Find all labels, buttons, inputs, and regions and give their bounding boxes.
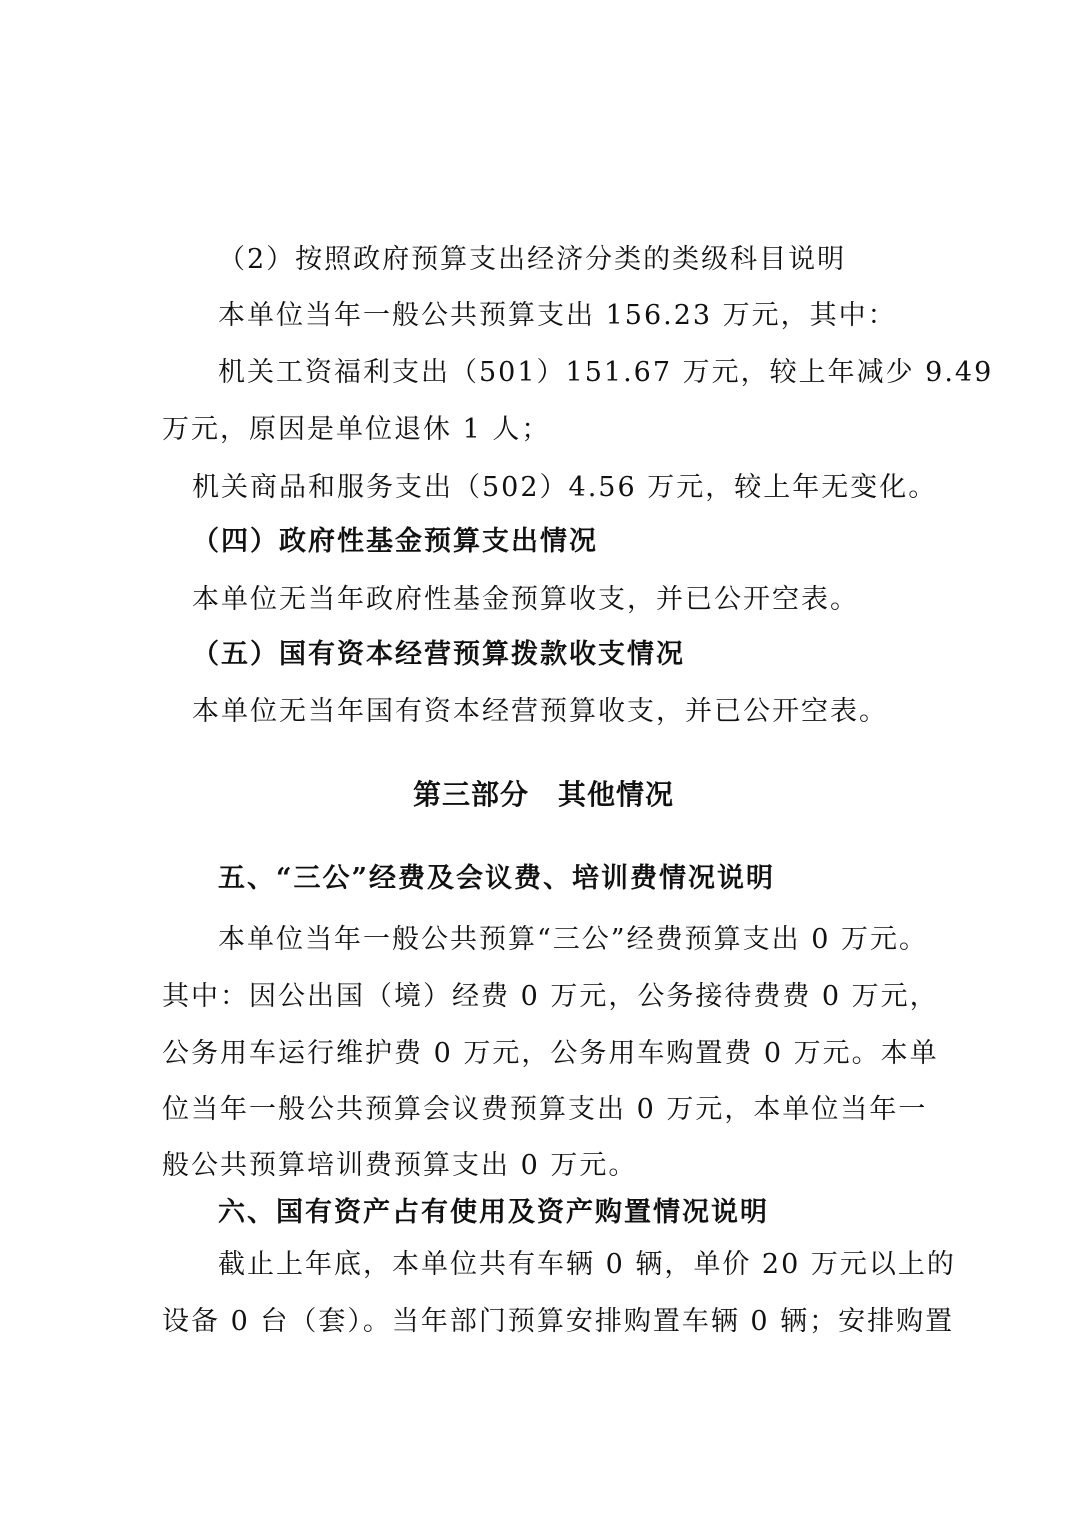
subsection-line: （2）按照政府预算支出经济分类的类级科目说明 (218, 244, 847, 275)
paragraph-line: 截止上年底，本单位共有车辆 0 辆，单价 20 万元以上的 (218, 1249, 956, 1280)
section-heading-four: （四）政府性基金预算支出情况 (192, 526, 598, 557)
section-heading-sangong: 五、“三公”经费及会议费、培训费情况说明 (218, 863, 776, 894)
paragraph-line: 般公共预算培训费预算支出 0 万元。 (162, 1150, 638, 1181)
paragraph-line: 本单位无当年政府性基金预算收支，并已公开空表。 (192, 584, 859, 615)
paragraph-line: 万元，原因是单位退休 1 人； (162, 414, 551, 445)
paragraph-line: 位当年一般公共预算会议费预算支出 0 万元，本单位当年一 (162, 1094, 928, 1125)
section-heading-five: （五）国有资本经营预算拨款收支情况 (192, 639, 685, 670)
part-three-title: 第三部分 其他情况 (413, 778, 675, 811)
paragraph-line: 本单位当年一般公共预算“三公”经费预算支出 0 万元。 (218, 924, 928, 955)
paragraph-line: 机关工资福利支出（501）151.67 万元，较上年减少 9.49 (218, 357, 994, 388)
paragraph-line: 设备 0 台（套）。当年部门预算安排购置车辆 0 辆；安排购置 (162, 1306, 955, 1337)
section-heading-assets: 六、国有资产占有使用及资产购置情况说明 (218, 1197, 769, 1228)
paragraph-line: 其中：因公出国（境）经费 0 万元，公务接待费费 0 万元， (162, 981, 939, 1012)
paragraph-line: 公务用车运行维护费 0 万元，公务用车购置费 0 万元。本单 (162, 1038, 939, 1069)
paragraph-line: 本单位当年一般公共预算支出 156.23 万元，其中： (218, 300, 897, 331)
paragraph-line: 本单位无当年国有资本经营预算收支，并已公开空表。 (192, 696, 888, 727)
paragraph-line: 机关商品和服务支出（502）4.56 万元，较上年无变化。 (192, 472, 938, 503)
